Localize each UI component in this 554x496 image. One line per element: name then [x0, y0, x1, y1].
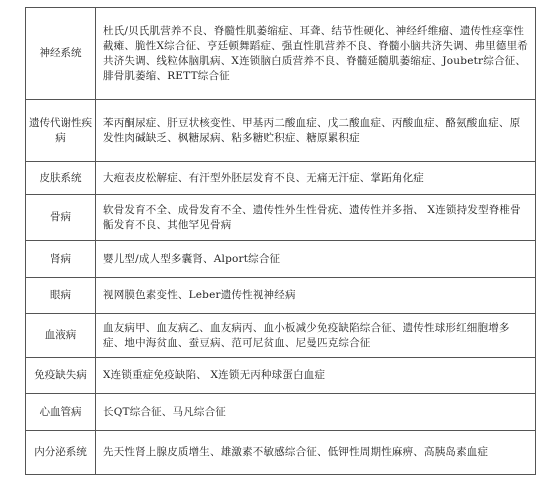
table-row — [26, 278, 536, 314]
table-row — [26, 100, 536, 162]
category-cell: 神经系统 — [26, 8, 96, 100]
table-row — [26, 195, 536, 241]
category-cell: 肾病 — [26, 241, 96, 278]
table-row — [26, 8, 536, 100]
category-cell: 骨病 — [26, 195, 96, 241]
table-row — [26, 394, 536, 431]
disease-list-cell: 苯丙酮尿症、肝豆状核变性、甲基丙二酸血症、戊二酸血症、丙酸血症、酪氨酸血症、原发性肉碱缺乏、枫糖尿病、粘多糖贮积症、糖原累积症 — [96, 100, 536, 162]
disease-list-cell: 先天性肾上腺皮质增生、雄激素不敏感综合征、低钾性周期性麻痹、高胰岛素血症 — [96, 431, 536, 475]
category-cell: 血液病 — [26, 314, 96, 358]
disease-list-cell: 软骨发育不全、成骨发育不全、遗传性外生性骨疣、遗传性并多指、 X连锁持发型脊椎骨骺发育不良、其他罕见骨病 — [96, 195, 536, 241]
category-cell: 免疫缺失病 — [26, 358, 96, 394]
table-row — [26, 162, 536, 195]
genetic-disease-table — [25, 7, 536, 475]
category-cell: 内分泌系统 — [26, 431, 96, 475]
category-cell: 心血管病 — [26, 394, 96, 431]
category-cell: 遗传代谢性疾病 — [26, 100, 96, 162]
table-frame — [25, 7, 535, 488]
table-row — [26, 358, 536, 394]
table-row — [26, 431, 536, 475]
disease-list-cell: 视网膜色素变性、Leber遗传性视神经病 — [96, 278, 536, 314]
disease-list-cell: X连锁重症免疫缺陷、 X连锁无丙种球蛋白血症 — [96, 358, 536, 394]
disease-list-cell: 血友病甲、血友病乙、血友病丙、血小板减少免疫缺陷综合征、遗传性球形红细胞增多症、地中海贫血、蚕豆病、范可尼贫血、尼曼匹克综合征 — [96, 314, 536, 358]
disease-list-cell: 婴儿型/成人型多囊肾、Alport综合征 — [96, 241, 536, 278]
disease-list-cell: 长QT综合征、马凡综合征 — [96, 394, 536, 431]
table-row — [26, 241, 536, 278]
disease-list-cell: 大疱表皮松解症、有汗型外胚层发育不良、无痛无汗症、掌跖角化症 — [96, 162, 536, 195]
category-cell: 眼病 — [26, 278, 96, 314]
category-cell: 皮肤系统 — [26, 162, 96, 195]
table-row — [26, 314, 536, 358]
disease-list-cell: 杜氏/贝氏肌营养不良、脊髓性肌萎缩症、耳聋、结节性硬化、神经纤维瘤、遗传性痉挛性截瘫、脆性X综合征、亨廷顿舞蹈症、强直性肌营养不良、脊髓小脑共济失调、弗里德里希共济失调、线粒体脑肌病、X连锁脑白质营养不良、脊髓延髓肌萎缩症、Joubetr综合征、腓骨肌萎缩、RETT综合征 — [96, 8, 536, 100]
